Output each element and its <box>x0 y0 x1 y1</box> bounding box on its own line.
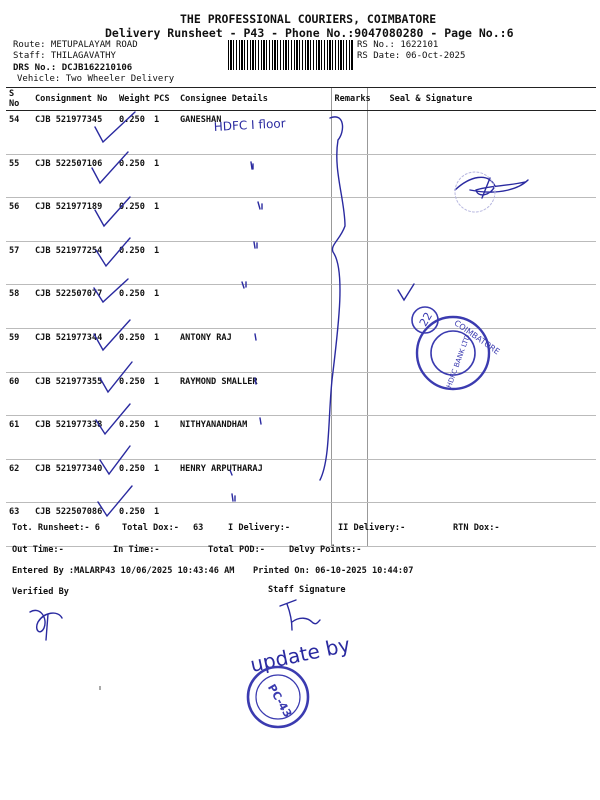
cell-consignee: GANESHAN <box>177 111 331 155</box>
table-row <box>6 154 596 198</box>
cell-sno: 55 <box>6 154 32 198</box>
cell-seal <box>367 198 596 242</box>
cell-pcs: 1 <box>151 241 177 285</box>
company-title: THE PROFESSIONAL COURIERS, COIMBATORE <box>180 12 437 26</box>
cell-seal <box>367 372 596 416</box>
route-label: Route: METUPALAYAM ROAD <box>13 40 138 50</box>
cell-pcs: 1 <box>151 459 177 503</box>
col-seal-signature: Seal & Signature <box>367 88 596 111</box>
cell-seal <box>367 416 596 460</box>
table-row <box>6 241 596 285</box>
cell-weight: 0.250 <box>116 503 151 547</box>
remark-handwriting: HDFC I floor <box>213 116 286 134</box>
cell-consignment: CJB 522507106 <box>32 154 116 198</box>
cell-pcs: 1 <box>151 372 177 416</box>
total-runsheet: Tot. Runsheet:- 6 <box>12 523 100 533</box>
cell-consignment: CJB 521977340 <box>32 459 116 503</box>
delivery-points-label: Delvy Points:- <box>289 545 362 555</box>
cell-consignment: CJB 521977355 <box>32 372 116 416</box>
svg-text:COIMBATORE: COIMBATORE <box>452 318 502 357</box>
cell-pcs: 1 <box>151 154 177 198</box>
cell-consignee: HENRY ARPUTHARAJ <box>177 459 331 503</box>
drs-number: DRS No.: DCJB162210106 <box>13 63 133 73</box>
svg-text:PC-43: PC-43 <box>264 681 295 720</box>
cell-pcs: 1 <box>151 111 177 155</box>
cell-consignment: CJB 522507077 <box>32 285 116 329</box>
total-pod-label: Total POD:- <box>208 545 265 555</box>
cell-consignment: CJB 521977189 <box>32 198 116 242</box>
cell-remarks <box>331 459 367 503</box>
cell-sno: 60 <box>6 372 32 416</box>
cell-weight: 0.250 <box>116 328 151 372</box>
cell-consignment: CJB 521977345 <box>32 111 116 155</box>
cell-seal <box>367 241 596 285</box>
verified-by-label: Verified By <box>12 587 69 597</box>
cell-consignee <box>177 241 331 285</box>
cell-pcs: 1 <box>151 328 177 372</box>
col-remarks: Remarks <box>331 88 367 111</box>
verified-signature <box>30 610 62 640</box>
cell-consignee: RAYMOND SMALLER <box>177 372 331 416</box>
col-consignment: Consignment No <box>32 88 116 111</box>
cell-weight: 0.250 <box>116 198 151 242</box>
cell-consignment: CJB 521977254 <box>32 241 116 285</box>
cell-sno: 57 <box>6 241 32 285</box>
table-header-row <box>6 88 596 111</box>
cell-weight: 0.250 <box>116 372 151 416</box>
table-row <box>6 328 596 372</box>
cell-pcs: 1 <box>151 416 177 460</box>
rs-date: RS Date: 06-Oct-2025 <box>357 51 466 61</box>
cell-weight: 0.250 <box>116 154 151 198</box>
cell-remarks <box>331 111 367 155</box>
cell-consignee: NITHYANANDHAM <box>177 416 331 460</box>
svg-text:HDFC BANK LTD: HDFC BANK LTD <box>445 333 472 390</box>
col-consignee: Consignee Details <box>177 88 331 111</box>
cell-consignee <box>177 154 331 198</box>
cell-seal <box>367 459 596 503</box>
cell-consignee <box>177 285 331 329</box>
cell-sno: 59 <box>6 328 32 372</box>
cell-sno: 54 <box>6 111 32 155</box>
update-by-handwriting: update by <box>248 632 353 677</box>
rtn-dox-label: RTN Dox:- <box>453 523 500 533</box>
cell-weight: 0.250 <box>116 459 151 503</box>
cell-remarks <box>331 241 367 285</box>
out-time-label: Out Time:- <box>12 545 64 555</box>
cell-seal <box>367 328 596 372</box>
cell-seal <box>367 111 596 155</box>
col-sno: S No <box>6 88 32 111</box>
cell-pcs: 1 <box>151 285 177 329</box>
cell-sno: 62 <box>6 459 32 503</box>
cell-consignment: CJB 521977338 <box>32 416 116 460</box>
total-dox-value: 63 <box>193 523 204 533</box>
cell-seal <box>367 154 596 198</box>
col-weight: Weight <box>116 88 151 111</box>
cell-consignment: CJB 521977344 <box>32 328 116 372</box>
table-row <box>6 285 596 329</box>
cell-sno: 58 <box>6 285 32 329</box>
i-delivery-label: I Delivery:- <box>228 523 291 533</box>
cell-pcs: 1 <box>151 198 177 242</box>
cell-weight: 0.250 <box>116 416 151 460</box>
cell-remarks <box>331 372 367 416</box>
table-row <box>6 198 596 242</box>
cell-weight: 0.250 <box>116 285 151 329</box>
col-pcs: PCS <box>151 88 177 111</box>
cell-remarks <box>331 154 367 198</box>
table-row <box>6 416 596 460</box>
total-dox-label: Total Dox:- <box>122 523 179 533</box>
svg-text:22: 22 <box>416 310 436 329</box>
cell-pcs: 1 <box>151 503 177 547</box>
cell-sno: 61 <box>6 416 32 460</box>
staff-label: Staff: THILAGAVATHY <box>13 51 116 61</box>
staff-signature <box>280 600 320 630</box>
cell-weight: 0.250 <box>116 111 151 155</box>
entered-by: Entered By :MALARP43 10/06/2025 10:43:46 AM <box>12 566 235 576</box>
cell-sno: 56 <box>6 198 32 242</box>
table-row <box>6 111 596 155</box>
runsheet-table <box>6 87 596 547</box>
vehicle-label: Vehicle: Two Wheeler Delivery <box>17 74 175 84</box>
pc43-stamp <box>248 667 308 727</box>
cell-remarks <box>331 198 367 242</box>
table-row <box>6 372 596 416</box>
cell-remarks <box>331 328 367 372</box>
runsheet-subtitle: Delivery Runsheet - P43 - Phone No.:9047080280 - Page No.:6 <box>105 26 514 40</box>
cell-seal <box>367 285 596 329</box>
ii-delivery-label: II Delivery:- <box>338 523 406 533</box>
printed-on: Printed On: 06-10-2025 10:44:07 <box>253 566 414 576</box>
cell-consignment: CJB 522507086 <box>32 503 116 547</box>
barcode <box>228 40 354 70</box>
cell-consignee: ANTONY RAJ <box>177 328 331 372</box>
cell-remarks <box>331 285 367 329</box>
cell-remarks <box>331 416 367 460</box>
rs-number: RS No.: 1622101 <box>357 40 439 50</box>
cell-sno: 63 <box>6 503 32 547</box>
table-row <box>6 459 596 503</box>
cell-weight: 0.250 <box>116 241 151 285</box>
in-time-label: In Time:- <box>113 545 160 555</box>
staff-signature-label: Staff Signature <box>268 585 346 595</box>
cell-consignee <box>177 198 331 242</box>
